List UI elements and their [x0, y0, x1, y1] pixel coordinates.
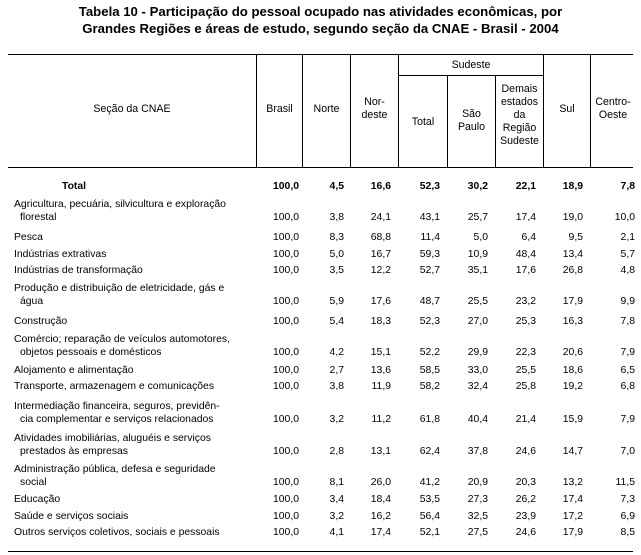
row-value: 100,0: [272, 181, 299, 192]
bottom-rule: [8, 551, 633, 552]
row-value: 8,3: [329, 232, 344, 243]
row-value: 2,1: [620, 232, 635, 243]
row-value: 16,2: [370, 511, 391, 522]
table-row: [8, 231, 633, 244]
row-value: 56,4: [419, 511, 440, 522]
row-label: [8, 180, 258, 193]
row-label: [14, 463, 259, 489]
table-title-line-1: Tabela 10 - Participação do pessoal ocupado nas atividades econômicas, por: [78, 4, 563, 19]
row-value: 5,0: [329, 249, 344, 260]
row-value: 7,8: [620, 316, 635, 327]
row-value: 25,5: [515, 365, 536, 376]
row-value: 20,9: [467, 477, 488, 488]
row-label: [14, 364, 259, 377]
row-value: 3,2: [329, 414, 344, 425]
table-row: [8, 400, 633, 426]
row-value: 4,1: [329, 527, 344, 538]
row-value: 24,6: [515, 446, 536, 457]
row-label-line: Indústrias de transformação: [14, 265, 143, 276]
row-value: 19,0: [562, 212, 583, 223]
row-value: 100,0: [272, 494, 299, 505]
row-value: 25,8: [515, 381, 536, 392]
header-sudeste: Sudeste: [451, 59, 491, 71]
row-value: 16,7: [370, 249, 391, 260]
row-value: 13,6: [370, 365, 391, 376]
table-row: [8, 526, 633, 539]
row-label: [14, 400, 259, 426]
header-centro-oeste: [591, 96, 635, 122]
row-value: 30,2: [467, 181, 488, 192]
header-centro-oeste-line-1: Centro-: [595, 96, 631, 108]
row-value: 14,7: [562, 446, 583, 457]
row-value: 3,8: [329, 381, 344, 392]
row-value: 52,2: [419, 347, 440, 358]
row-value: 43,1: [419, 212, 440, 223]
row-value: 7,3: [620, 494, 635, 505]
row-value: 7,8: [620, 181, 635, 192]
header-nordeste-line-1: Nor-: [364, 96, 385, 108]
row-value: 35,1: [467, 265, 488, 276]
row-value: 3,5: [329, 265, 344, 276]
header-sudeste-total: Total: [411, 116, 435, 128]
header-nordeste: [351, 96, 398, 122]
row-value: 41,2: [419, 477, 440, 488]
row-value: 59,3: [419, 249, 440, 260]
table-title: [0, 3, 641, 37]
row-value: 37,8: [467, 446, 488, 457]
row-value: 18,3: [370, 316, 391, 327]
total-row: [8, 180, 633, 193]
row-value: 5,7: [620, 249, 635, 260]
row-value: 100,0: [272, 365, 299, 376]
row-label-line: Intermediação financeira, seguros, previdên-: [14, 401, 220, 412]
row-value: 4,5: [329, 181, 344, 192]
row-value: 17,4: [515, 212, 536, 223]
row-label-line: Educação: [14, 494, 61, 505]
row-value: 12,2: [370, 265, 391, 276]
row-value: 22,1: [515, 181, 536, 192]
table-row: [8, 282, 633, 308]
table-row: [8, 364, 633, 377]
row-value: 27,5: [467, 527, 488, 538]
row-value: 24,6: [515, 527, 536, 538]
row-value: 3,4: [329, 494, 344, 505]
row-value: 32,4: [467, 381, 488, 392]
table-row: [8, 380, 633, 393]
row-value: 9,5: [568, 232, 583, 243]
row-label: [14, 282, 259, 308]
row-value: 17,9: [562, 527, 583, 538]
row-label-line: Administração pública, defesa e seguridade: [14, 464, 216, 475]
row-value: 2,8: [329, 446, 344, 457]
row-value: 16,3: [562, 316, 583, 327]
header-norte: Norte: [313, 103, 340, 115]
row-value: 22,3: [515, 347, 536, 358]
row-value: 18,9: [562, 181, 583, 192]
table-row: [8, 493, 633, 506]
row-value: 48,4: [515, 249, 536, 260]
row-label-line: Pesca: [14, 232, 43, 243]
row-value: 6,9: [620, 511, 635, 522]
header-brasil: Brasil: [266, 103, 293, 115]
header-sul: Sul: [559, 103, 575, 115]
row-value: 17,6: [515, 265, 536, 276]
table-row: [8, 510, 633, 523]
row-value: 100,0: [272, 249, 299, 260]
table-row: [8, 463, 633, 489]
row-value: 23,9: [515, 511, 536, 522]
row-label: [14, 333, 259, 359]
row-value: 10,0: [614, 212, 635, 223]
row-value: 18,4: [370, 494, 391, 505]
row-value: 13,1: [370, 446, 391, 457]
row-value: 4,8: [620, 265, 635, 276]
row-value: 7,9: [620, 347, 635, 358]
row-value: 100,0: [272, 414, 299, 425]
row-label: [14, 510, 259, 523]
table-row: [8, 198, 633, 224]
header-demais-line-3: da: [513, 109, 526, 121]
row-label: [14, 264, 259, 277]
row-value: 18,6: [562, 365, 583, 376]
header-demais-line-5: Sudeste: [500, 135, 539, 147]
row-value: 100,0: [272, 477, 299, 488]
row-value: 8,5: [620, 527, 635, 538]
table-row: [8, 248, 633, 261]
row-value: 58,5: [419, 365, 440, 376]
header-bottom-rule: [8, 167, 633, 168]
row-value: 32,5: [467, 511, 488, 522]
row-value: 7,0: [620, 446, 635, 457]
header-demais-line-2: estados: [500, 96, 539, 108]
row-value: 100,0: [272, 316, 299, 327]
row-value: 100,0: [272, 232, 299, 243]
row-value: 6,4: [521, 232, 536, 243]
row-value: 40,4: [467, 414, 488, 425]
row-label-line: Saúde e serviços sociais: [14, 511, 129, 522]
row-value: 58,2: [419, 381, 440, 392]
header-demais-line-1: Demais: [501, 83, 538, 95]
row-label-line: objetos pessoais e domésticos: [20, 347, 162, 358]
table-row: [8, 264, 633, 277]
header-sao-paulo-line-1: São: [462, 108, 481, 120]
header-sao-paulo: [448, 108, 495, 134]
row-value: 17,2: [562, 511, 583, 522]
row-value: 6,8: [620, 381, 635, 392]
row-value: 17,9: [562, 296, 583, 307]
row-value: 2,7: [329, 365, 344, 376]
row-label-line: cia complementar e serviços relacionados: [20, 414, 214, 425]
row-label-line: Outros serviços coletivos, sociais e pessoais: [14, 527, 220, 538]
header-secao: Seção da CNAE: [93, 103, 171, 115]
row-value: 25,3: [515, 316, 536, 327]
row-value: 17,4: [370, 527, 391, 538]
row-label-line: Agricultura, pecuária, silvicultura e exploração: [14, 199, 226, 210]
row-value: 9,9: [620, 296, 635, 307]
row-value: 15,9: [562, 414, 583, 425]
row-value: 5,9: [329, 296, 344, 307]
top-rule: [8, 54, 633, 55]
row-value: 33,0: [467, 365, 488, 376]
row-value: 29,9: [467, 347, 488, 358]
row-value: 13,2: [562, 477, 583, 488]
row-value: 19,2: [562, 381, 583, 392]
row-value: 52,1: [419, 527, 440, 538]
row-label: [14, 493, 259, 506]
row-value: 11,9: [371, 381, 391, 392]
row-value: 27,3: [467, 494, 488, 505]
row-label: [14, 432, 259, 458]
row-value: 61,8: [419, 414, 440, 425]
row-value: 100,0: [272, 527, 299, 538]
row-value: 5,0: [473, 232, 488, 243]
row-value: 23,2: [515, 296, 536, 307]
row-value: 11,5: [615, 477, 635, 488]
table-row: [8, 432, 633, 458]
row-value: 100,0: [272, 212, 299, 223]
row-label-line: Produção e distribuição de eletricidade, gás e: [14, 283, 225, 294]
row-value: 100,0: [272, 446, 299, 457]
row-value: 17,6: [370, 296, 391, 307]
row-value: 25,7: [467, 212, 488, 223]
row-label: [14, 231, 259, 244]
row-label-line: Construção: [14, 316, 68, 327]
header-demais-line-4: Região: [502, 122, 537, 134]
row-value: 4,2: [329, 347, 344, 358]
row-value: 21,4: [515, 414, 536, 425]
row-value: 8,1: [329, 477, 344, 488]
row-label-line: social: [20, 477, 47, 488]
row-label-line: Total: [62, 181, 87, 192]
row-value: 100,0: [272, 296, 299, 307]
row-value: 25,5: [467, 296, 488, 307]
header-nordeste-line-2: deste: [361, 109, 388, 121]
row-value: 26,8: [562, 265, 583, 276]
row-label-line: Comércio; reparação de veículos automotores,: [14, 334, 231, 345]
header-demais-estados: [496, 83, 543, 148]
row-value: 15,1: [370, 347, 391, 358]
row-label: [14, 380, 259, 393]
table-row: [8, 333, 633, 359]
table-row: [8, 315, 633, 328]
row-label: [14, 526, 259, 539]
row-value: 26,0: [370, 477, 391, 488]
sudeste-rule: [398, 75, 543, 76]
row-label-line: Atividades imobiliárias, aluguéis e serviços: [14, 433, 211, 444]
row-label-line: água: [20, 296, 44, 307]
row-value: 48,7: [419, 296, 440, 307]
row-label: [14, 315, 259, 328]
row-value: 16,6: [370, 181, 391, 192]
row-label-line: florestal: [20, 212, 57, 223]
header-centro-oeste-line-2: Oeste: [598, 109, 628, 121]
row-value: 11,4: [420, 232, 440, 243]
row-value: 7,9: [620, 414, 635, 425]
row-value: 3,2: [329, 511, 344, 522]
header-sao-paulo-line-2: Paulo: [457, 121, 486, 133]
row-value: 10,9: [467, 249, 488, 260]
row-label-line: Transporte, armazenagem e comunicações: [14, 381, 215, 392]
row-value: 17,4: [562, 494, 583, 505]
row-value: 100,0: [272, 265, 299, 276]
row-value: 52,3: [419, 181, 440, 192]
row-value: 52,7: [419, 265, 440, 276]
row-value: 100,0: [272, 511, 299, 522]
row-label: [14, 248, 259, 261]
row-value: 100,0: [272, 381, 299, 392]
row-value: 27,0: [467, 316, 488, 327]
row-value: 5,4: [329, 316, 344, 327]
row-value: 100,0: [272, 347, 299, 358]
row-value: 11,2: [371, 414, 391, 425]
row-label: [14, 198, 259, 224]
row-value: 6,5: [620, 365, 635, 376]
row-value: 26,2: [515, 494, 536, 505]
row-value: 20,6: [562, 347, 583, 358]
row-value: 3,8: [329, 212, 344, 223]
row-value: 68,8: [370, 232, 391, 243]
row-value: 62,4: [419, 446, 440, 457]
row-label-line: Alojamento e alimentação: [14, 365, 134, 376]
table-title-line-2: Grandes Regiões e áreas de estudo, segundo seção da CNAE - Brasil - 2004: [82, 21, 559, 36]
row-value: 24,1: [370, 212, 391, 223]
row-value: 53,5: [419, 494, 440, 505]
row-value: 52,3: [419, 316, 440, 327]
row-label-line: Indústrias extrativas: [14, 249, 107, 260]
row-value: 13,4: [562, 249, 583, 260]
row-value: 20,3: [515, 477, 536, 488]
row-label-line: prestados às empresas: [20, 446, 129, 457]
